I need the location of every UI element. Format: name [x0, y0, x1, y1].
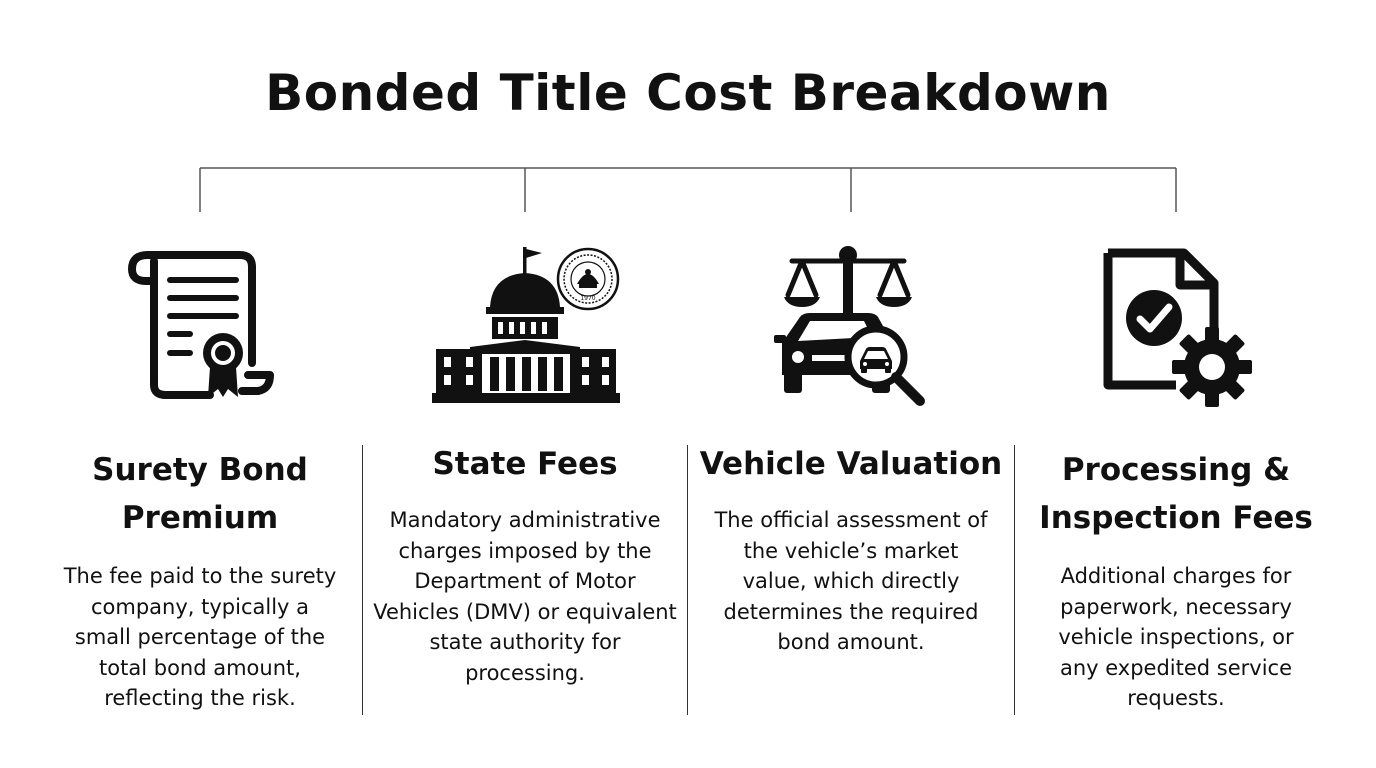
- document-check-gear-icon: [1098, 243, 1253, 411]
- column-description: The official assessment of the vehicle’s market value, which directly determines the required bond amount.: [714, 508, 988, 654]
- column-divider-3: [1014, 445, 1015, 715]
- column-heading: [50, 446, 350, 542]
- column-description: Mandatory administrative charges imposed by the Department of Motor Vehicles (DMV) or equivalent state authority for processing.: [373, 508, 677, 685]
- scales-car-magnifier-icon: [772, 245, 932, 410]
- column-state-fees: [368, 440, 682, 688]
- certificate-scroll-icon: [120, 245, 280, 405]
- page-title: Bonded Title Cost Breakdown: [265, 64, 1111, 122]
- column-vehicle-valuation: [693, 440, 1009, 658]
- column-description: Additional charges for paperwork, necessary vehicle inspections, or any expedited service requests.: [1058, 564, 1294, 710]
- column-heading-line1: Processing &: [1061, 452, 1291, 488]
- column-description: The fee paid to the surety company, typically a small percentage of the total bond amount, reflecting the risk.: [63, 564, 337, 710]
- column-heading: Vehicle Valuation: [699, 446, 1003, 482]
- column-heading-line2: Inspection Fees: [1039, 500, 1313, 536]
- column-divider-1: [362, 445, 363, 715]
- column-processing-inspection-fees: [1020, 446, 1332, 714]
- seal-year: 1970: [580, 295, 596, 302]
- state-seal-icon: [555, 246, 621, 312]
- column-heading: [1020, 446, 1332, 542]
- column-divider-2: [687, 445, 688, 715]
- column-heading-line2: Premium: [121, 500, 279, 536]
- column-heading: State Fees: [432, 446, 618, 482]
- column-heading-line1: Surety Bond: [92, 452, 308, 488]
- column-surety-bond-premium: [50, 446, 350, 714]
